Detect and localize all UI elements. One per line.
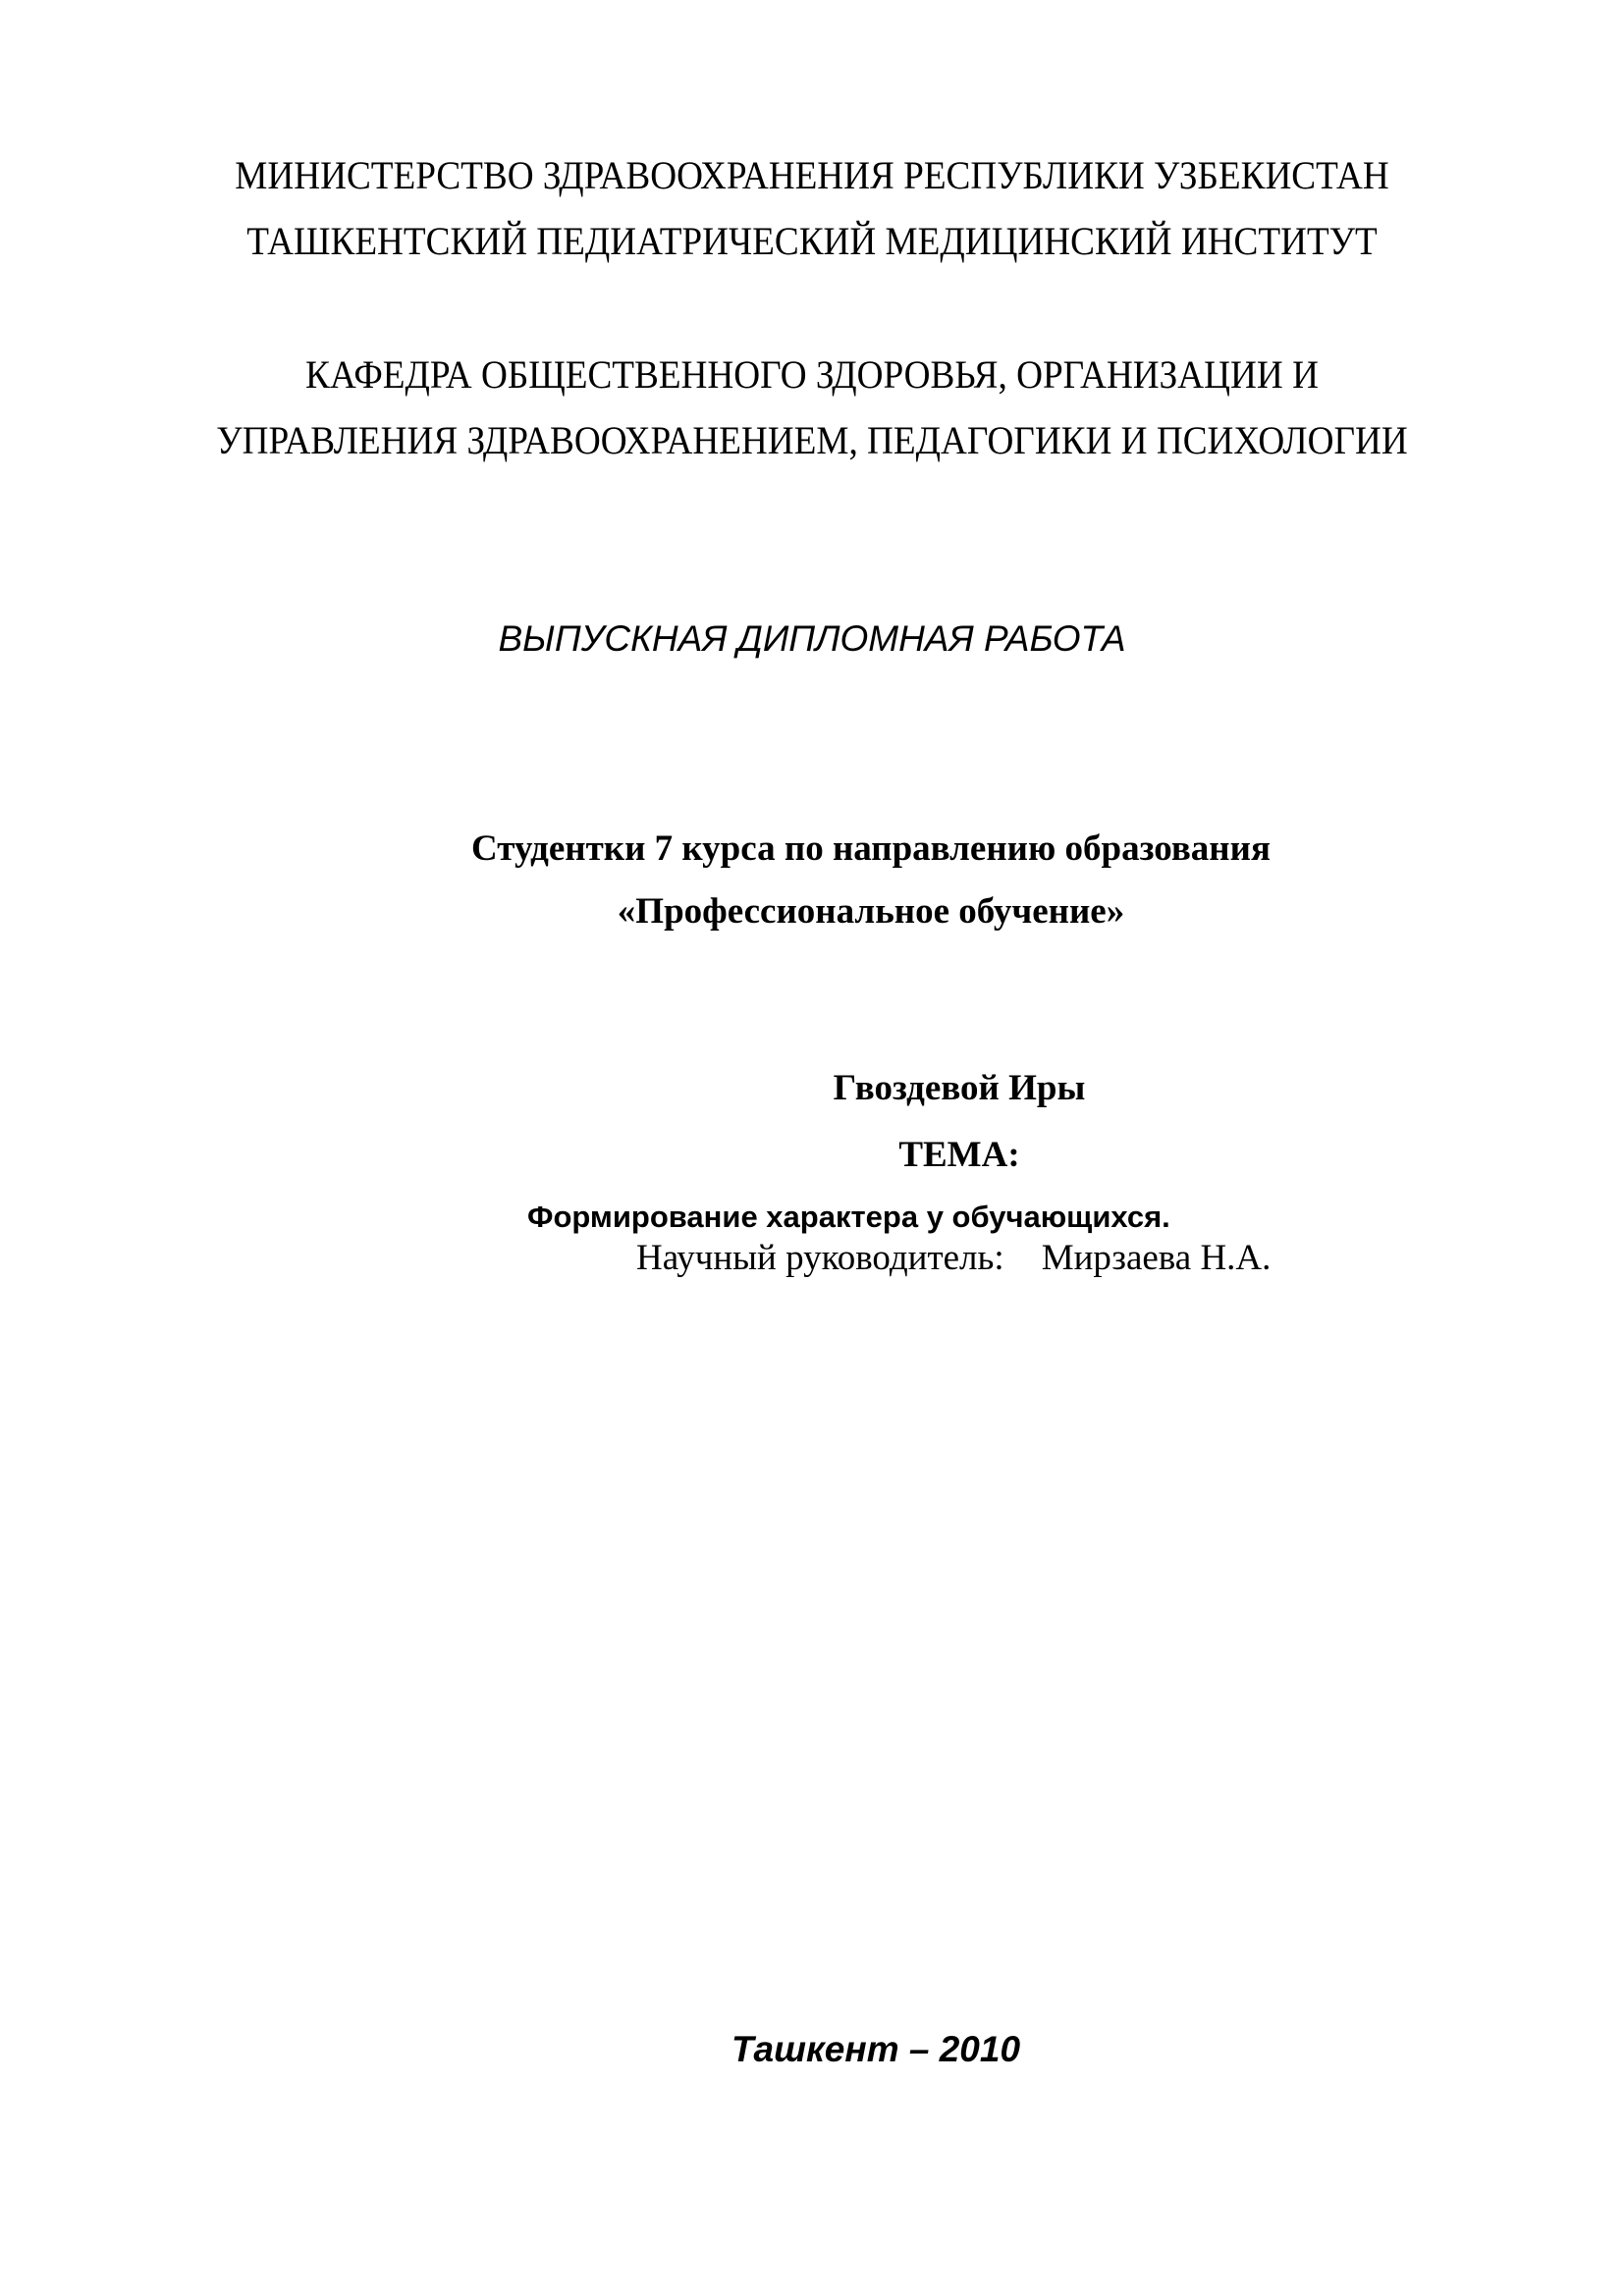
advisor-line	[636, 1237, 1271, 1279]
study-program: «Профессиональное обучение»	[617, 891, 1125, 932]
topic-title: Формирование характера у обучающихся.	[527, 1200, 1170, 1234]
city-year: Ташкент – 2010	[731, 2029, 1021, 2069]
advisor-name: Мирзаева Н.А.	[1041, 1238, 1272, 1278]
student-name: Гвоздевой Иры	[833, 1068, 1086, 1108]
topic-label: ТЕМА:	[898, 1135, 1020, 1175]
ministry-heading: МИНИСТЕРСТВО ЗДРАВООХРАНЕНИЯ РЕСПУБЛИКИ УЗБЕКИСТАН	[235, 153, 1389, 197]
student-course-line: Студентки 7 курса по направлению образования	[471, 828, 1271, 869]
department-line-2: УПРАВЛЕНИЯ ЗДРАВООХРАНЕНИЕМ, ПЕДАГОГИКИ И ПСИХОЛОГИИ	[216, 418, 1408, 462]
institute-heading: ТАШКЕНТСКИЙ ПЕДИАТРИЧЕСКИЙ МЕДИЦИНСКИЙ ИНСТИТУТ	[246, 219, 1378, 263]
advisor-label: Научный руководитель:	[636, 1238, 1004, 1278]
work-type-title: ВЫПУСКНАЯ ДИПЛОМНАЯ РАБОТА	[498, 618, 1126, 659]
department-line-1: КАФЕДРА ОБЩЕСТВЕННОГО ЗДОРОВЬЯ, ОРГАНИЗАЦИИ И	[305, 352, 1319, 397]
